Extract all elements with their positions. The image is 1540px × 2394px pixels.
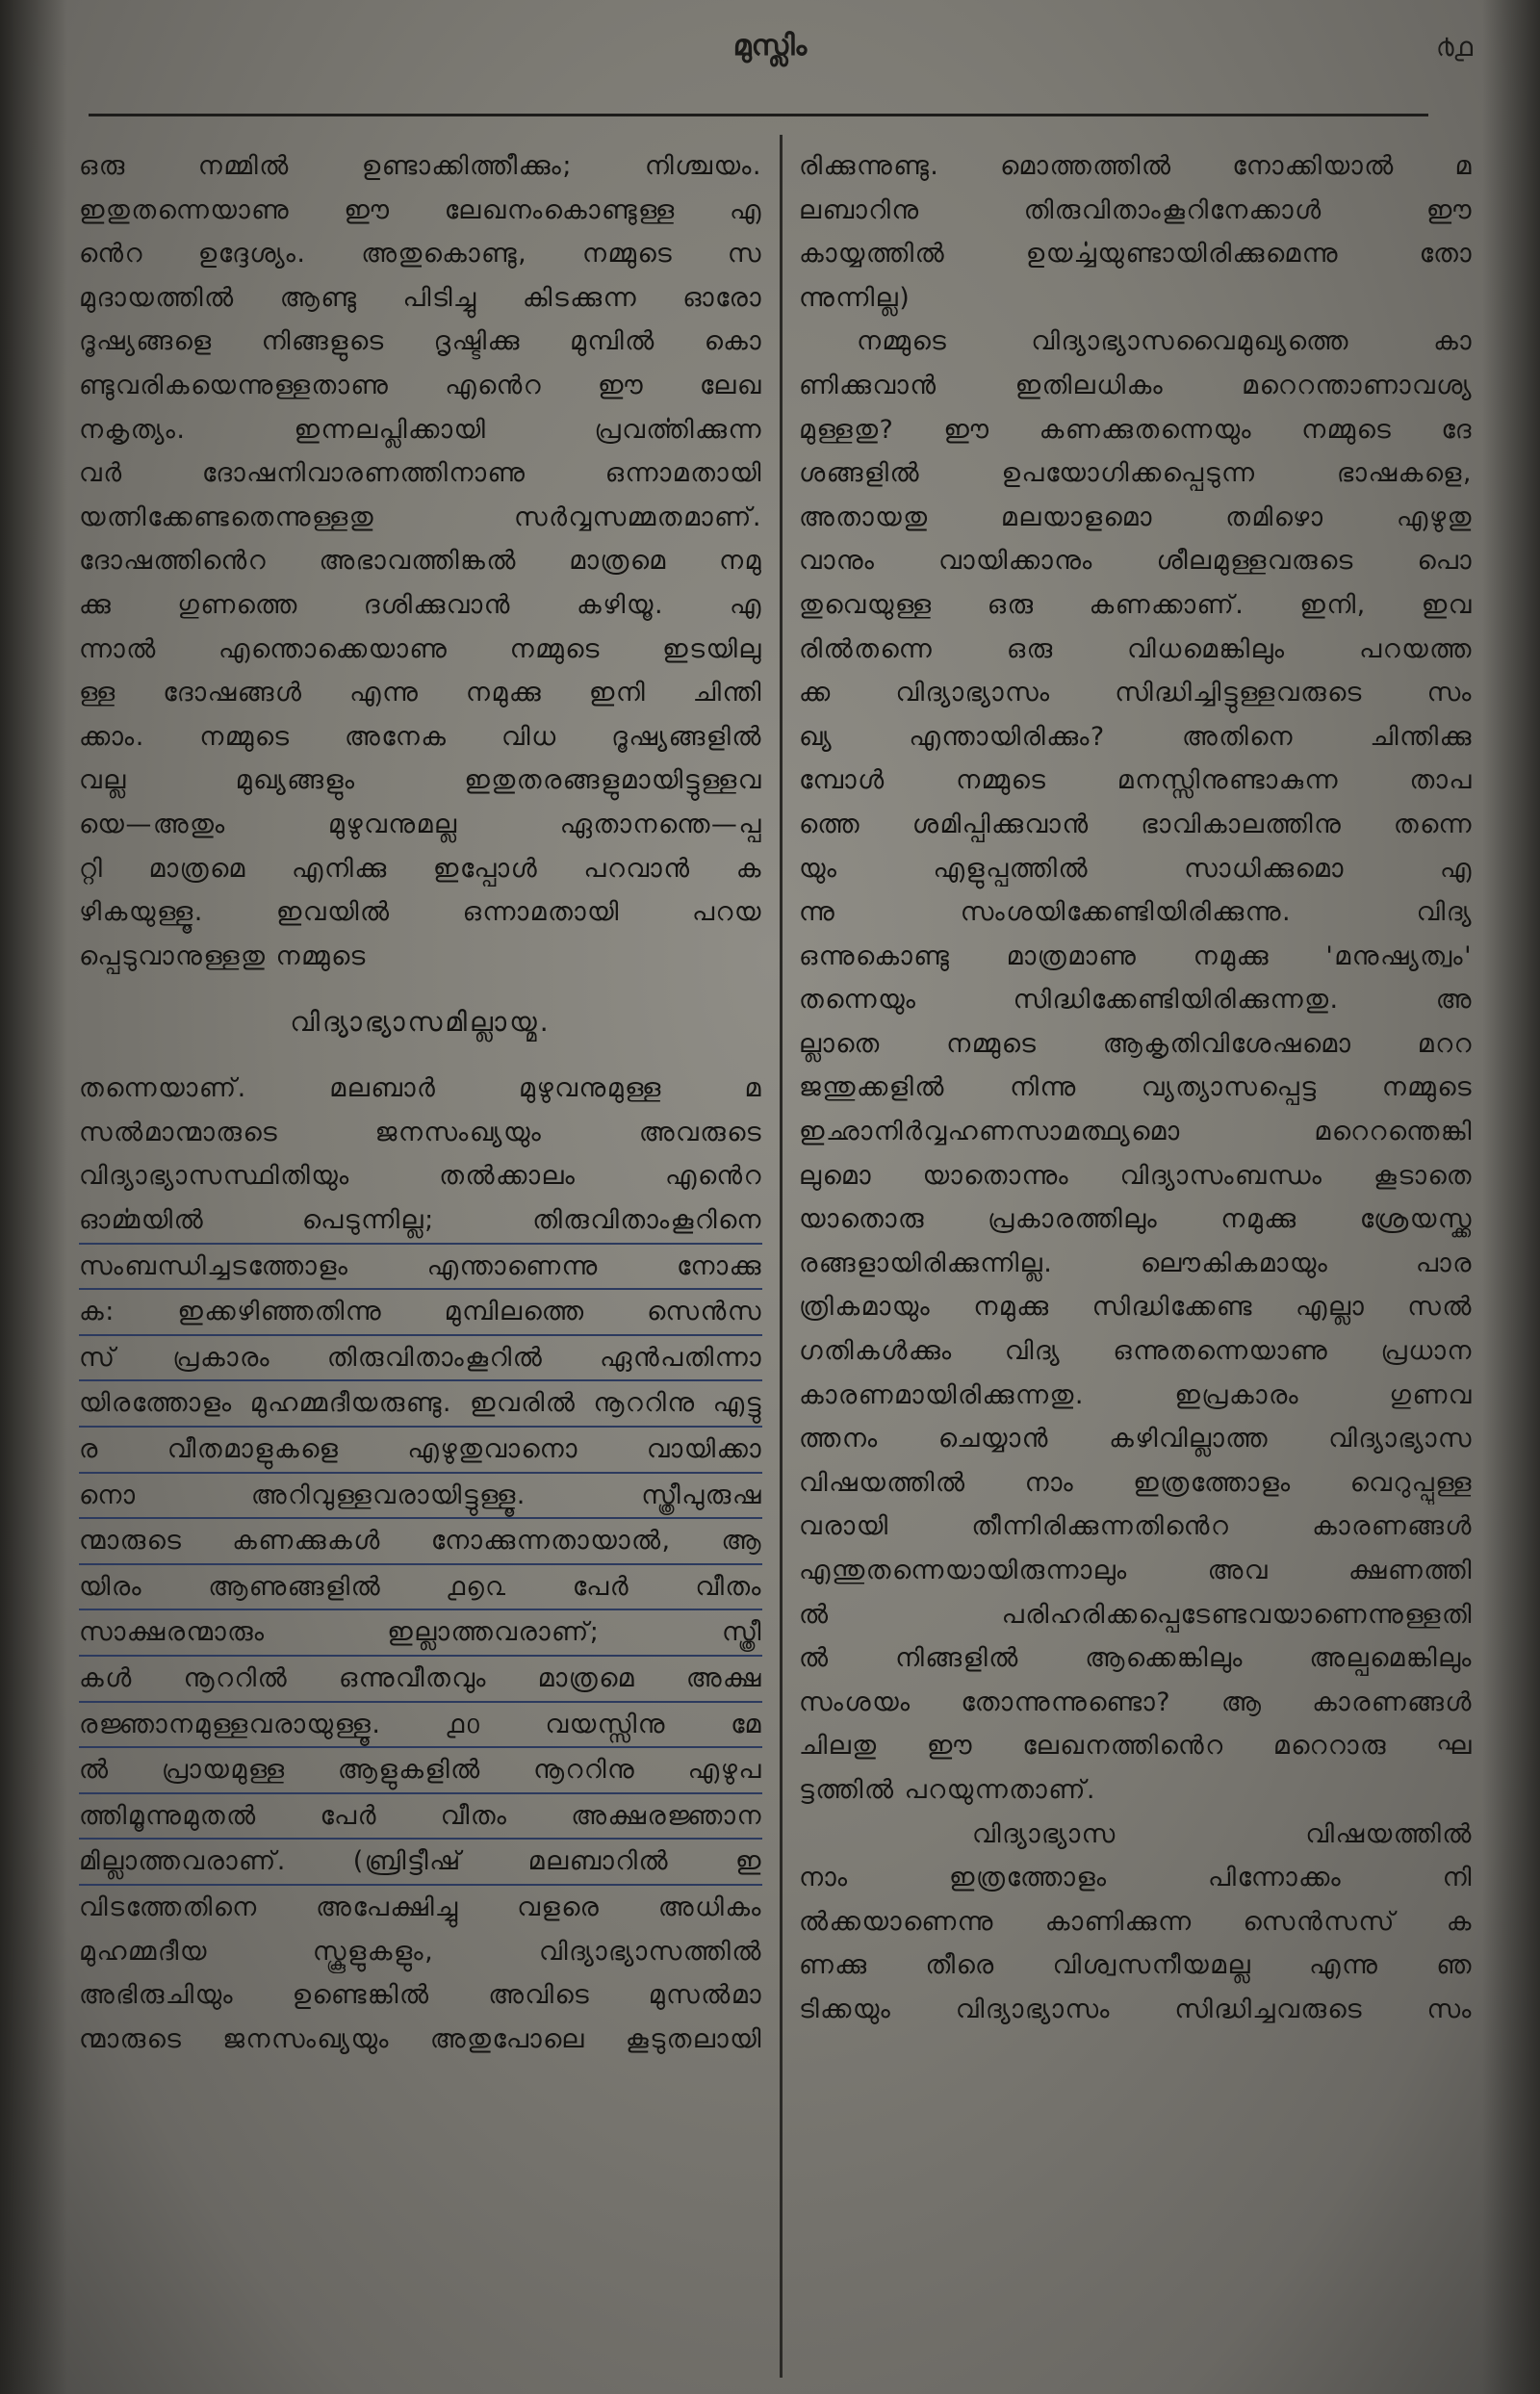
text-line: ത്രികമായും നമുക്കു സിദ്ധിക്കേണ്ട എല്ലാ സൽ <box>799 1292 1473 1323</box>
text-line: ക്കു ഗുണത്തെ ദശിക്കുവാൻ കഴിയൂ. എ <box>79 589 762 620</box>
text-line: നാം ഇത്രത്തോളം പിന്നോക്കം നി <box>799 1863 1473 1893</box>
column-divider <box>780 135 783 2378</box>
text-line: ത്തെ ശമിപ്പിക്കുവാൻ ഭാവികാലത്തിനു തന്നെ <box>799 809 1473 839</box>
text-line: ര വീതമാളുകളെ എഴുതുവാനൊ വായിക്കാ <box>79 1428 762 1474</box>
right-paragraph-3 <box>799 1813 1473 2032</box>
text-line: ത്തനം ചെയ്യാൻ കഴിവില്ലാത്ത വിദ്യാഭ്യാസ <box>799 1424 1473 1454</box>
text-line: സംബന്ധിച്ചടത്തോളം എന്താണെന്നു നോക്കു <box>79 1245 762 1291</box>
text-line: ന്നാൽ എന്തൊക്കെയാണു നമ്മുടെ ഇടയിലു <box>79 633 762 664</box>
text-line: വിദ്യാഭ്യാസസ്ഥിതിയും തൽക്കാലം എൻെറ <box>79 1161 762 1192</box>
text-line: രങ്ങളായിരിക്കുന്നില്ല. ലൌകികമായും പാര <box>799 1248 1473 1278</box>
text-line: ത്തിമൂന്നുമുതൽ പേർ വീതം അക്ഷരജ്ഞാന <box>79 1794 762 1841</box>
text-line: യെ—അതും മുഴുവനുമല്ല ഏതാനന്തെ—പ്പ <box>79 809 762 839</box>
text-line: ണക്കു തീരെ വിശ്വസനീയമല്ല എന്നു ഞ <box>799 1950 1473 1981</box>
text-line: ള്ള ദോഷങ്ങൾ എന്നു നമുക്കു ഇനി ചിന്തി <box>79 678 762 708</box>
text-line: തന്നെയാണ്. മലബാർ മുഴുവനുമുള്ള മ <box>79 1073 762 1104</box>
text-line: യിരം ആണുങ്ങളിൽ ൧൭൨ പേർ വീതം <box>79 1565 762 1611</box>
text-line: ടിക്കയും വിദ്യാഭ്യാസം സിദ്ധിച്ചവരുടെ സം <box>799 1994 1473 2024</box>
text-line: യാതൊരു പ്രകാരത്തിലും നമുക്കു ശ്രേയസ്ക്ക <box>799 1204 1473 1235</box>
right-paragraph-2 <box>799 320 1473 1812</box>
text-line: ഇഛാനിർവ്വഹണസാമത്ഥ്യമൊ മറെറന്തെങ്കി <box>799 1117 1473 1147</box>
text-line: തന്നെയും സിദ്ധിക്കേണ്ടിയിരിക്കുന്നതു. അ <box>799 985 1473 1016</box>
text-line: വരായി തീന്നിരിക്കുന്നതിൻെറ കാരണങ്ങൾ <box>799 1511 1473 1542</box>
text-line: ക്ക വിദ്യാഭ്യാസം സിദ്ധിച്ചിട്ടുള്ളവരുടെ സം <box>799 678 1473 708</box>
text-line: വാനും വായിക്കാനും ശീലമുള്ളവരുടെ പൊ <box>799 546 1473 577</box>
text-line: ട്ടത്തിൽ പറയുന്നതാണ്. <box>799 1774 1097 1805</box>
left-paragraph-2 <box>79 1067 762 2061</box>
section-heading: വിദ്യാഭ്യാസമില്ലായ്മ. <box>290 1006 552 1039</box>
text-line: ണ്ടുവരികയെന്നുള്ളതാണു എൻെറ ഈ ലേഖ <box>79 370 762 400</box>
text-line: രിക്കുന്നുണ്ടു. മൊത്തത്തിൽ നോക്കിയാൽ മ <box>799 151 1473 181</box>
left-paragraph-1 <box>79 144 762 978</box>
text-line: മില്ലാത്തവരാണ്. (ബ്രിട്ടീഷ് മലബാറിൽ ഇ <box>79 1840 762 1886</box>
text-line: ന്മാരുടെ ജനസംഖ്യയും അതുപോലെ കൂടുതലായി <box>79 2023 762 2054</box>
text-line: തുവെയുള്ള ഒരു കണക്കാണ്. ഇനി, ഇവ <box>799 589 1473 620</box>
text-line: ഖ്യ എന്തായിരിക്കും? അതിനെ ചിന്തിക്കു <box>799 721 1473 752</box>
text-line: രജ്ഞാനമുള്ളവരായുള്ളൂ. ൧൦ വയസ്സിനു മേ <box>79 1703 762 1749</box>
text-line: മുള്ളതു? ഈ കണക്കുതന്നെയും നമ്മുടെ ദേ <box>799 414 1473 445</box>
binding-shadow-right <box>1482 0 1540 2394</box>
text-line: ലബാറിനു തിരുവിതാംകൂറിനേക്കാൾ ഈ <box>799 194 1473 225</box>
text-line: എന്തുതന്നെയായിരുന്നാലും അവ ക്ഷണത്തി <box>799 1556 1473 1585</box>
text-line: മുഹമ്മദീയ സ്കൂളുകളും, വിദ്യാഭ്യാസത്തിൽ <box>79 1936 762 1967</box>
text-line: കാരണമായിരിക്കുന്നതു. ഇപ്രകാരം ഗുണവ <box>799 1379 1473 1410</box>
text-line: വിദ്യാഭ്യാസ വിഷയത്തിൽ <box>972 1818 1473 1849</box>
text-line: ലുമൊ യാതൊന്നും വിദ്യാസംബന്ധം കൂടാതെ <box>799 1160 1473 1191</box>
text-line: ഓൎമ്മയിൽ പെടുന്നില്ല; തിരുവിതാംകൂറിനെ <box>79 1198 762 1245</box>
text-line: സ് പ്രകാരം തിരുവിതാംകൂറിൽ ഏൻപതിന്നാ <box>79 1336 762 1382</box>
text-line: നമ്മുടെ വിദ്യാഭ്യാസവൈമുഖ്യത്തെ കാ <box>857 326 1473 357</box>
text-line: ഴികയുള്ളൂ. ഇവയിൽ ഒന്നാമതായി പറയ <box>79 897 762 928</box>
header-rule <box>89 114 1428 116</box>
text-line: അഭിരുചിയും ഉണ്ടെങ്കിൽ അവിടെ മുസൽമാ <box>79 1980 762 2011</box>
page-number: ൪൧ <box>1435 31 1473 63</box>
text-line: ശങ്ങളിൽ ഉപയോഗിക്കപ്പെടുന്ന ഭാഷകളെ, <box>799 458 1473 489</box>
page-header <box>0 21 1540 79</box>
text-line: ൽ പരിഹരിക്കപ്പെടേണ്ടവയാണെന്നുള്ളതി <box>799 1599 1473 1630</box>
text-line: അതായതു മലയാളമൊ തമിഴൊ എഴുതു <box>799 502 1473 532</box>
text-line: ന്നു സംശയിക്കേണ്ടിയിരിക്കുന്നു. വിദ്യ <box>799 897 1473 928</box>
text-line: ൽ നിങ്ങളിൽ ആക്കെങ്കിലും അല്പമെങ്കിലും <box>799 1643 1473 1674</box>
text-line: ല്ലാതെ നമ്മുടെ ആകൃതിവിശേഷമൊ മററ <box>799 1028 1473 1059</box>
text-line: റ്റി മാത്രമെ എനിക്കു ഇപ്പോൾ പറവാൻ ക <box>79 853 762 884</box>
running-title: മുസ്ലിം <box>732 29 808 63</box>
text-line: മ്പോൾ നമ്മുടെ മനസ്സിനുണ്ടാകുന്ന താപ <box>799 765 1473 796</box>
text-line: യിരത്തോളം മുഹമ്മദീയരുണ്ടു. ഇവരിൽ നൂററിനു എട്ടു <box>79 1381 762 1428</box>
binding-shadow-left <box>0 0 67 2394</box>
text-line: ദൂഷ്യങ്ങളെ നിങ്ങളുടെ ദൃഷ്ടിക്കു മുമ്പിൽ കൊ <box>79 326 762 357</box>
text-line: ൽ പ്രായമുള്ള ആളുകളിൽ നൂററിനു എഴുപ <box>79 1748 762 1794</box>
text-line: പ്പെടുവാനുള്ളതു നമ്മുടെ <box>79 940 367 971</box>
text-line: ൻെറ ഉദ്ദേശ്യം. അതുകൊണ്ടു, നമ്മുടെ സ <box>79 239 762 270</box>
text-line: ക്കാം. നമ്മുടെ അനേക വിധ ദൂഷ്യങ്ങളിൽ <box>79 721 762 752</box>
right-column <box>799 144 1473 2032</box>
text-line: സാക്ഷരന്മാരും ഇല്ലാത്തവരാണ്; സ്ത്രീ <box>79 1610 762 1657</box>
text-line: ഇതുതന്നെയാണു ഈ ലേഖനംകൊണ്ടുള്ള എ <box>79 194 762 225</box>
text-line: ണിക്കുവാൻ ഇതിലധികം മറെറന്താണാവശ്യ <box>799 370 1473 400</box>
text-line: സംശയം തോന്നുന്നുണ്ടൊ? ആ കാരണങ്ങൾ <box>799 1686 1473 1717</box>
text-line: ജന്തുക്കളിൽ നിന്നു വ്യത്യാസപ്പെട്ട നമ്മുടെ <box>799 1072 1473 1103</box>
text-line: കൾ നൂററിൽ ഒന്നുവീതവും മാത്രമെ അക്ഷ <box>79 1657 762 1703</box>
text-line: ക: ഇക്കഴിഞ്ഞതിന്നു മുമ്പിലത്തെ സെൻസ <box>79 1290 762 1336</box>
text-line: വല്ല മുഖ്യങ്ങളും ഇതുതരങ്ങളുമായിട്ടുള്ളവ <box>79 765 762 796</box>
text-line: ദോഷത്തിൻെറ അഭാവത്തിങ്കൽ മാത്രമെ നമു <box>79 546 762 577</box>
left-column <box>79 144 762 2061</box>
text-line: സൽമാന്മാരുടെ ജനസംഖ്യയും അവരുടെ <box>79 1117 762 1147</box>
text-line: ന്മാരുടെ കണക്കുകൾ നോക്കുന്നതായാൽ, ആ <box>79 1519 762 1565</box>
text-line: നകൃത്യം. ഇന്നലപ്ലിക്കായി പ്രവൎത്തിക്കുന്ന <box>79 414 762 445</box>
text-line: നൊ അറിവുള്ളവരായിട്ടുള്ളൂ. സ്ത്രീപുരുഷ <box>79 1474 762 1520</box>
text-line: ന്നുന്നില്ല) <box>799 282 911 313</box>
text-line: ഒരു നമ്മിൽ ഉണ്ടാക്കിത്തീക്കും; നിശ്ചയം. <box>79 151 762 181</box>
text-line: യും എളുപ്പത്തിൽ സാധിക്കുമൊ എ <box>799 853 1473 884</box>
text-line: ഗതികൾക്കും വിദ്യ ഒന്നുതന്നെയാണു പ്രധാന <box>799 1336 1473 1367</box>
text-line: കായ്യത്തിൽ ഉയൎച്ചയുണ്ടായിരിക്കുമെന്നു തോ <box>799 239 1473 270</box>
text-line: വർ ദോഷനിവാരണത്തിനാണു ഒന്നാമതായി <box>79 458 762 489</box>
text-line: ഒന്നുകൊണ്ടു മാത്രമാണു നമുക്കു 'മനുഷ്യത്വം' <box>799 940 1473 971</box>
text-line: യത്നിക്കേണ്ടതെന്നുള്ളതു സർവ്വസമ്മതമാണ്. <box>79 502 762 532</box>
text-line: മുദായത്തിൽ ആണ്ടു പിടിച്ചു കിടക്കുന്ന ഓരോ <box>79 282 762 313</box>
text-line: ചിലതു ഈ ലേഖനത്തിൻെറ മറെറാരു ഘ <box>799 1731 1473 1762</box>
text-line: വിടത്തേതിനെ അപേക്ഷിച്ചു വളരെ അധികം <box>79 1892 762 1922</box>
text-line: ൽക്കയാണെന്നു കാണിക്കുന്ന സെൻസസ് ക <box>799 1906 1473 1937</box>
text-line: രിൽതന്നെ ഒരു വിധമെങ്കിലും പറയത്ത <box>799 633 1473 664</box>
text-line: വിഷയത്തിൽ നാം ഇത്രത്തോളം വെറുപ്പുള്ള <box>799 1467 1473 1498</box>
right-paragraph-1 <box>799 144 1473 320</box>
